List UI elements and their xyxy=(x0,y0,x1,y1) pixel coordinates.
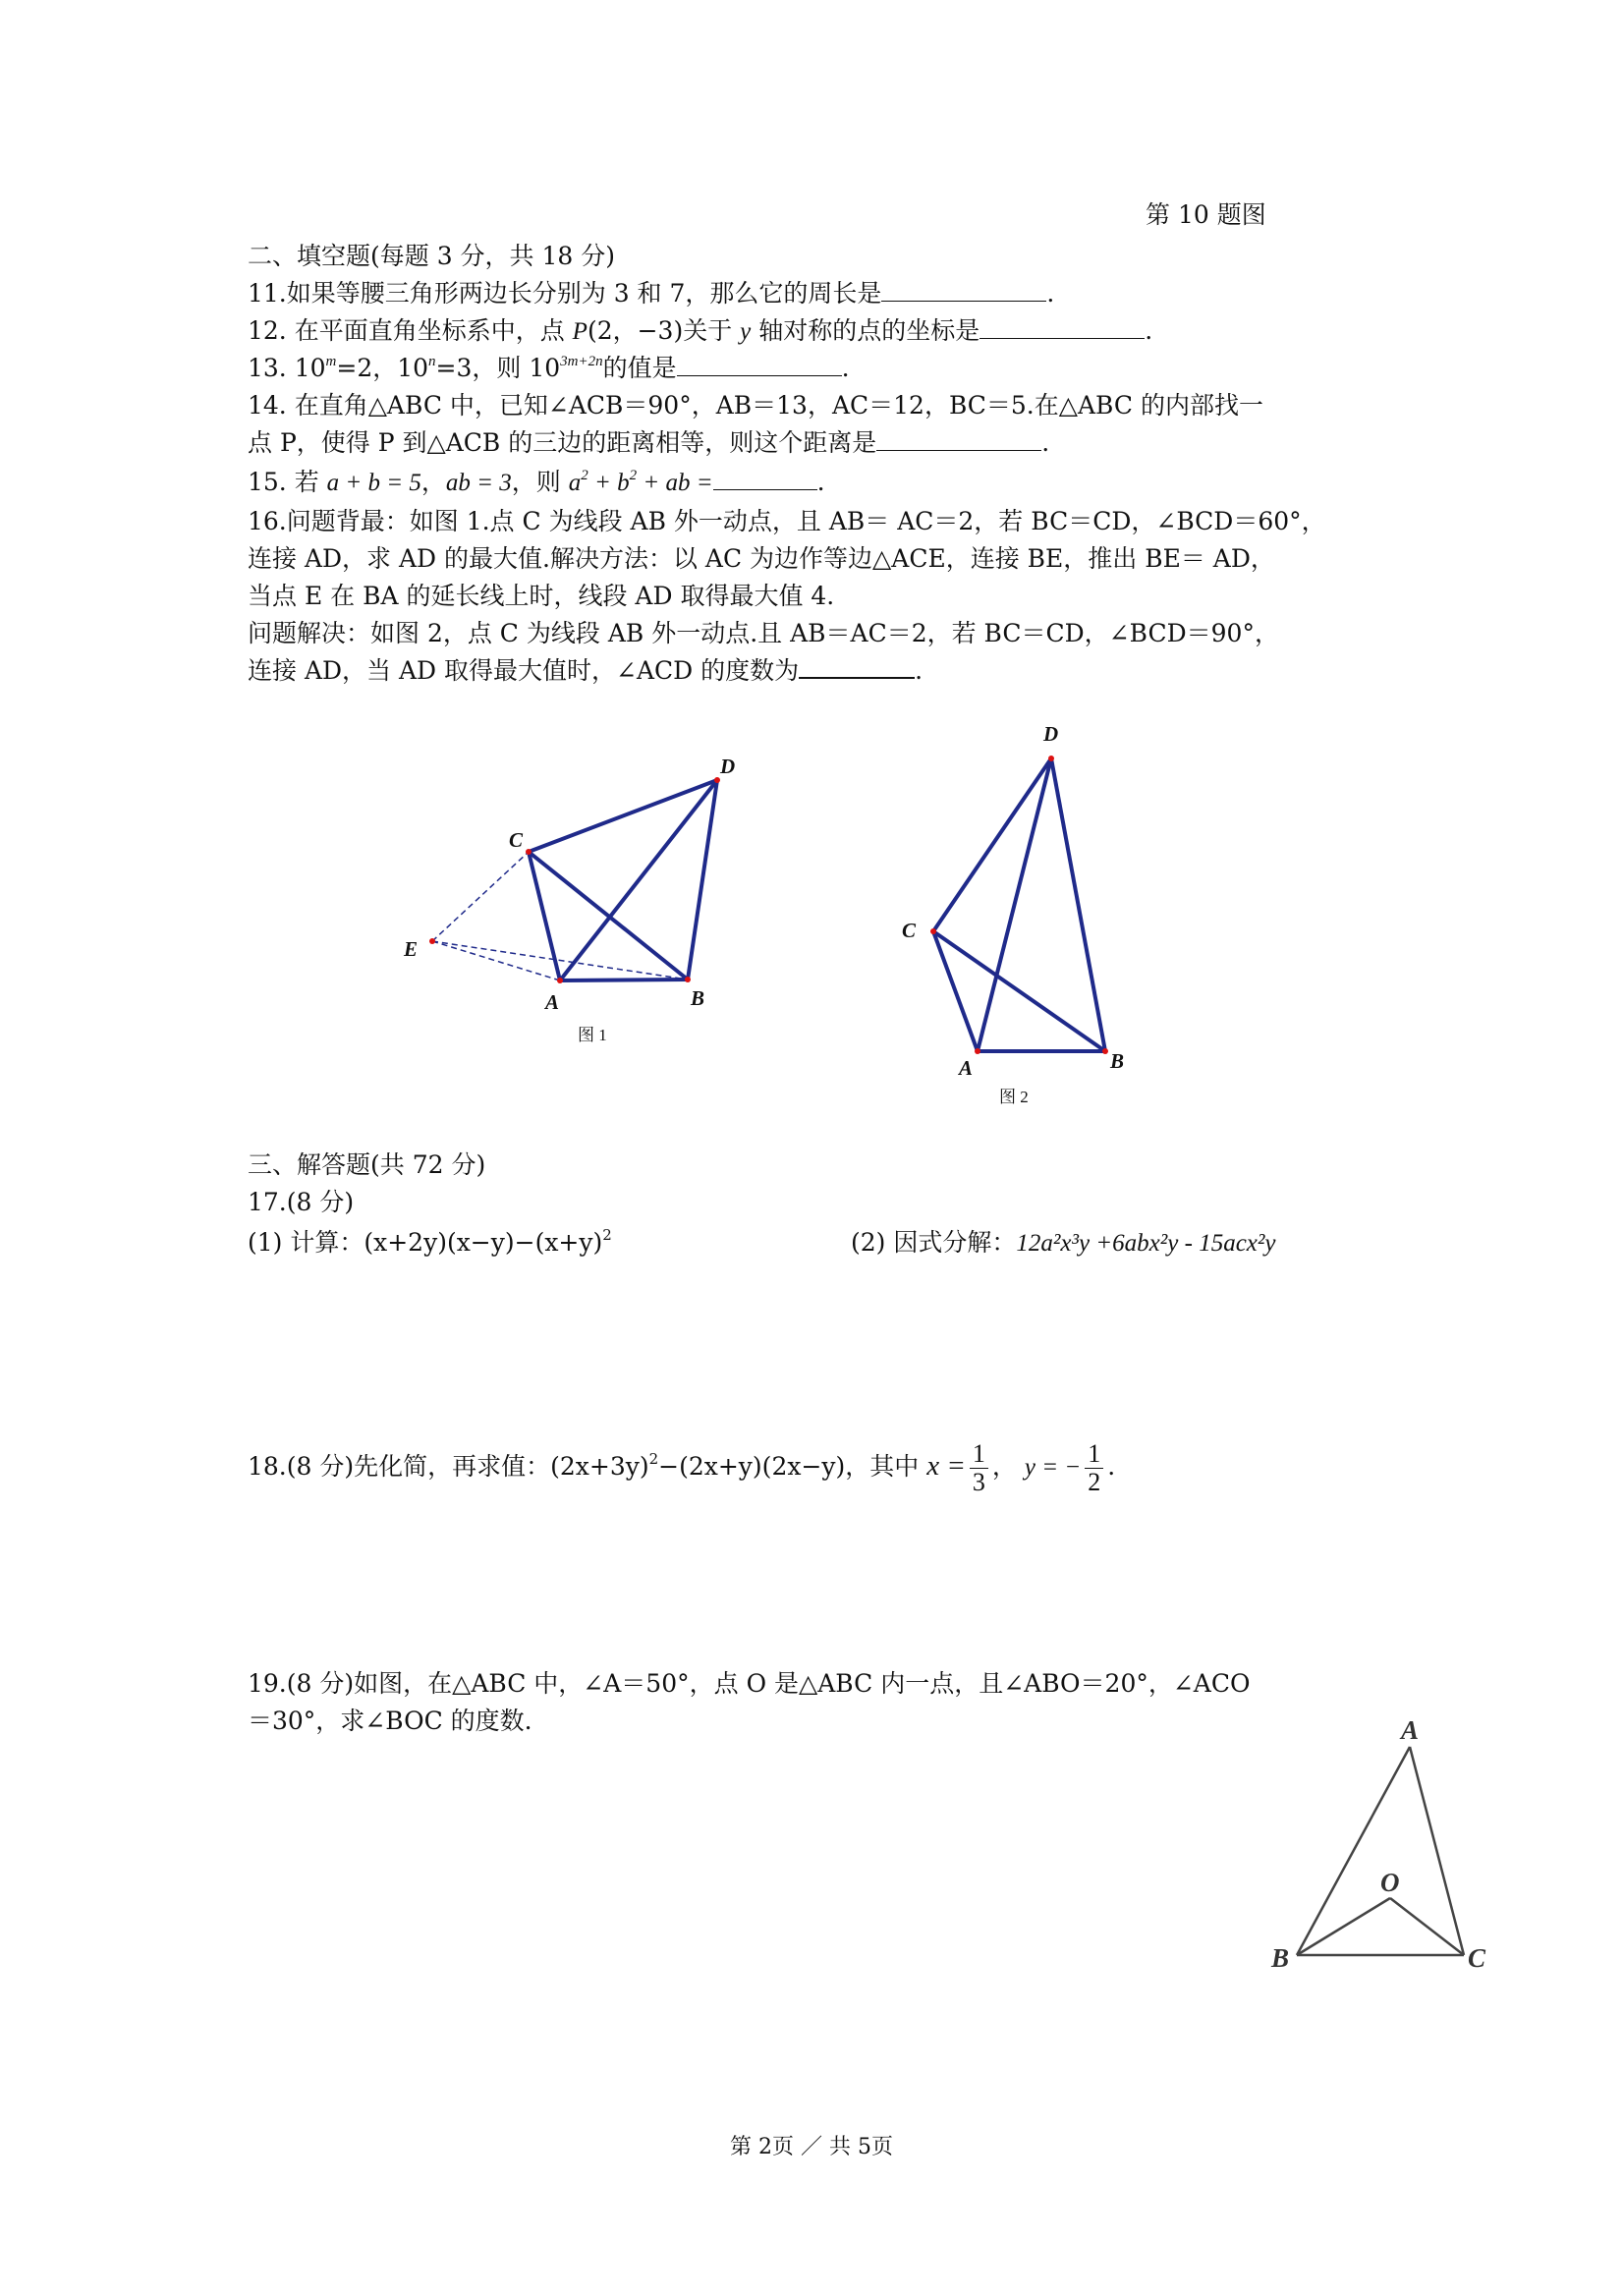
fig3-segment-bo xyxy=(1297,1898,1390,1955)
question-18-separator: ， xyxy=(991,1452,1017,1481)
question-11: 11.如果等腰三角形两边长分别为 3 和 7，那么它的周长是 . xyxy=(248,279,1055,308)
question-15-text-c: ， xyxy=(420,468,446,496)
fig2-segment-cd xyxy=(933,758,1051,931)
question-16-line-5-text: 连接 AD，当 AD 取得最大值时，∠ACD 的度数为 xyxy=(248,656,800,685)
fig1-point-e xyxy=(429,938,435,944)
fig2-label-a: A xyxy=(959,1056,974,1080)
page-footer: 第 2页 ／ 共 5页 xyxy=(730,2135,893,2159)
section-3-heading: 三、解答题(共 72 分) xyxy=(248,1150,486,1179)
fig1-label-e: E xyxy=(404,937,419,961)
question-12-text-a: 12. 在平面直角坐标系中，点 xyxy=(248,316,573,345)
question-13-text-c: =3，则 10 xyxy=(435,354,561,382)
fig1-point-a xyxy=(557,978,563,983)
fig1-segment-cb xyxy=(529,852,688,980)
answer-blank-11 xyxy=(881,279,1046,302)
question-17-part-1 xyxy=(248,1224,612,1261)
answer-blank-13 xyxy=(677,354,842,376)
question-14-line-2: 点 P，使得 P 到△ACB 的三边的距离相等，则这个距离是 . xyxy=(248,428,1050,457)
question-19-line-1: 19.(8 分)如图，在△ABC 中，∠A＝50°，点 O 是△ABC 内一点，且∠ABO＝20°，∠ACO xyxy=(248,1669,1251,1698)
question-13: 13. $10^m=2$，$10^n=3$，则 $10^{3m+2n}$的值是 . xyxy=(248,354,850,382)
question-18-y-denominator: 2 xyxy=(1088,1468,1101,1496)
answer-blank-14 xyxy=(876,428,1041,451)
question-15-text-e: ，则 xyxy=(511,468,569,496)
fig2-point-a xyxy=(975,1048,980,1054)
question-15-cond-2: ab = 3 xyxy=(445,470,512,496)
question-18-text-a: 18.(8 分)先化简，再求值：(2x+3y) xyxy=(248,1452,649,1481)
question-18-exp: 2 xyxy=(648,1450,659,1468)
question-15-text-a: 15. 若 xyxy=(248,468,327,496)
question-12-text-e: 轴对称的点的坐标是 xyxy=(751,316,980,345)
answer-blank-16 xyxy=(799,655,915,679)
question-19-line-2: ＝30°，求∠BOC 的度数. xyxy=(248,1707,532,1735)
question-18-x-label: x = xyxy=(926,1450,966,1482)
question-13-text-d: 的值是 xyxy=(602,354,677,382)
question-12-point-p: P xyxy=(572,318,588,345)
question-14-line-1: 14. 在直角△ABC 中，已知∠ACB＝90°，AB＝13，AC＝12，BC＝5.在△ABC 的内部找一 xyxy=(248,391,1263,420)
fig2-point-d xyxy=(1048,756,1054,761)
question-15: 15. 若 a + b = 5，ab = 3，则 $a^2 + b^2$ + ab = . xyxy=(248,468,825,496)
fig3-segment-ab xyxy=(1297,1747,1410,1955)
fig2-label-d: D xyxy=(1043,722,1059,746)
question-13-exp-m: m xyxy=(325,354,337,369)
fig1-segment-ec xyxy=(432,852,529,941)
question-12: 12. 在平面直角坐标系中，点 P(2，−3)关于 y 轴对称的点的坐标是 . xyxy=(248,316,1153,345)
question-16-line-3: 当点 E 在 BA 的延长线上时，线段 AD 取得最大值 4. xyxy=(248,582,835,610)
fig1-point-b xyxy=(685,977,691,982)
question-17-part-2 xyxy=(851,1224,1275,1262)
question-16-line-1: 16.问题背最：如图 1.点 C 为线段 AB 外一动点，且 AB＝ AC＝2，若 BC＝CD，∠BCD＝60°， xyxy=(248,507,1326,535)
fig1-point-c xyxy=(526,849,532,855)
question-13-text-a: 13. 10 xyxy=(248,354,326,382)
question-16-line-4: 问题解决：如图 2，点 C 为线段 AB 外一动点.且 AB＝AC＝2，若 BC＝CD，∠BCD＝90°， xyxy=(248,619,1279,647)
figure-19-triangle xyxy=(1258,1709,1513,1985)
fig2-caption: 图 2 xyxy=(999,1088,1029,1106)
section-2-heading: 二、填空题(每题 3 分，共 18 分) xyxy=(248,242,616,270)
figure-1-diagram xyxy=(393,739,766,1063)
question-13-text-b: =2，10 xyxy=(336,354,429,382)
fig3-label-o: O xyxy=(1380,1868,1400,1897)
question-18-end: . xyxy=(1107,1452,1116,1481)
question-18 xyxy=(248,1438,1115,1496)
question-17-title: 17.(8 分) xyxy=(248,1188,355,1216)
fig2-label-c: C xyxy=(902,919,917,942)
question-18-y-fraction xyxy=(1085,1440,1103,1496)
question-16-line-5: 连接 AD，当 AD 取得最大值时，∠ACD 的度数为 . xyxy=(248,656,923,685)
question-18-x-numerator: 1 xyxy=(970,1440,988,1469)
fig3-label-c: C xyxy=(1468,1943,1486,1973)
question-13-exp-n: n xyxy=(428,354,436,369)
question-18-text-b: −(2x+y)(2x−y)，其中 xyxy=(658,1452,927,1481)
fig1-segment-ea xyxy=(432,941,560,980)
question-14-line-2-text: 点 P，使得 P 到△ACB 的三边的距离相等，则这个距离是 xyxy=(248,428,877,457)
fig2-segment-ca xyxy=(933,931,978,1051)
question-18-x-denominator: 3 xyxy=(972,1468,985,1496)
fig2-segment-cb xyxy=(933,931,1105,1051)
fig3-label-a: A xyxy=(1401,1715,1420,1745)
question-11-text: 11.如果等腰三角形两边长分别为 3 和 7，那么它的周长是 xyxy=(248,279,882,308)
answer-blank-12 xyxy=(979,316,1145,339)
question-18-y-numerator: 1 xyxy=(1085,1440,1103,1469)
question-15-cond-1: a + b = 5 xyxy=(326,470,421,496)
question-17-part-2-expr: 12a²x³y +6abx²y - 15acx²y xyxy=(1016,1230,1276,1257)
question-12-text-c: (2，−3)关于 xyxy=(587,316,741,345)
fig2-point-c xyxy=(930,928,936,934)
question-18-y-label: y = − xyxy=(1024,1454,1082,1481)
fig1-label-d: D xyxy=(720,755,736,778)
figure-10-caption: 第 10 题图 xyxy=(1146,200,1266,229)
answer-blank-15 xyxy=(713,468,817,490)
fig2-label-b: B xyxy=(1110,1049,1125,1073)
fig1-label-a: A xyxy=(545,990,560,1014)
fig1-label-c: C xyxy=(509,828,524,852)
question-17-part-2-label: (2) 因式分解： xyxy=(851,1228,1017,1257)
fig3-segment-ac xyxy=(1410,1747,1464,1955)
figure-2-diagram xyxy=(884,717,1159,1120)
question-16-line-2: 连接 AD，求 AD 的最大值.解决方法：以 AC 为边作等边△ACE，连接 BE，推出 BE＝ AD， xyxy=(248,544,1275,573)
question-18-x-fraction xyxy=(970,1440,988,1496)
question-13-exp-combined: 3m+2n xyxy=(560,354,603,369)
fig3-segment-co xyxy=(1390,1898,1464,1955)
question-15-expr-tail: + ab = xyxy=(637,470,713,496)
fig3-label-b: B xyxy=(1271,1943,1290,1973)
question-15-expr-squares: $a^2 + b^2$ xyxy=(568,468,638,496)
question-17-part-1-text: (1) 计算：(x+2y)(x−y)−(x+y) xyxy=(248,1228,603,1257)
fig2-point-b xyxy=(1102,1048,1108,1054)
fig1-label-b: B xyxy=(691,986,705,1010)
question-12-axis-y: y xyxy=(740,318,752,345)
fig1-caption: 图 1 xyxy=(578,1026,607,1044)
fig2-segment-db xyxy=(1051,758,1105,1051)
question-17-part-1-exp: 2 xyxy=(602,1226,612,1244)
